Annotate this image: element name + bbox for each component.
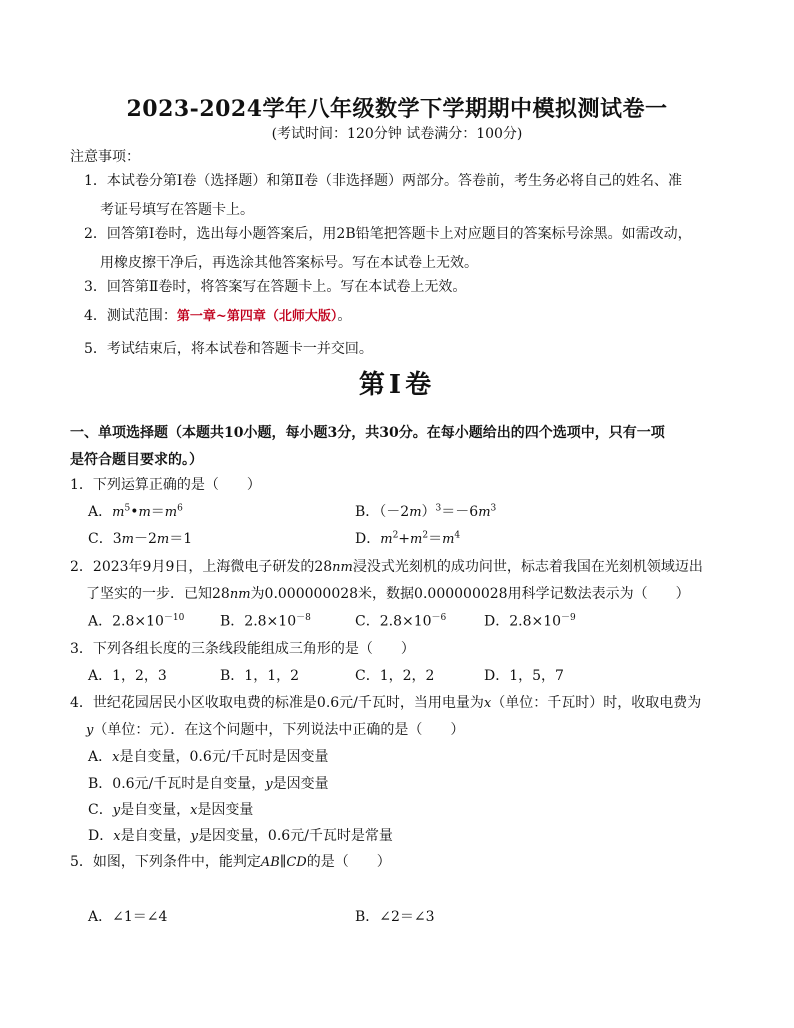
question-4-line2 — [86, 719, 464, 739]
var: x — [113, 829, 121, 844]
note-1-line2: 考证号填写在答题卡上。 — [100, 202, 254, 218]
question-3-option-c: C．1，2，2 — [355, 668, 435, 684]
question-3-stem: 3．下列各组长度的三条线段能组成三角形的是（ ） — [70, 641, 415, 657]
exponent: －6 — [431, 613, 447, 623]
exponent: －10 — [163, 613, 185, 623]
unit: nm — [229, 587, 251, 602]
question-3-option-d: D．1，5，7 — [484, 668, 564, 684]
mid: －2 — [133, 531, 157, 547]
base: B．2.8×10 — [220, 613, 297, 630]
question-2-line2 — [86, 583, 690, 603]
note-4-suffix: 。 — [337, 308, 352, 324]
question-3-option-b: B．1，1，2 — [220, 668, 300, 684]
exponent: 5 — [124, 503, 131, 514]
text: B．0.6元/千瓦时是自变量， — [88, 776, 266, 792]
question-1-option-d — [355, 528, 460, 548]
text: C． — [88, 802, 113, 818]
exam-title: 2023-2024学年八年级数学下学期期中模拟测试卷一 — [126, 96, 668, 122]
var: m — [156, 532, 170, 547]
text: （单位：千瓦时）时，收取电费为 — [491, 695, 702, 711]
text: 2．2023年9月9日，上海微电子研发的28 — [70, 559, 333, 575]
question-5-option-b: B．∠2＝∠3 — [355, 909, 435, 925]
base: D．2.8×10 — [484, 613, 562, 630]
exponent: 3 — [435, 503, 442, 514]
text: 是自变量，0.6元/千瓦时是因变量 — [119, 749, 329, 765]
question-1-stem: 1．下列运算正确的是（ ） — [70, 477, 261, 493]
text: 5．如图，下列条件中，能判定 — [70, 854, 261, 870]
exponent: 6 — [177, 503, 183, 514]
question-4-option-d — [88, 825, 393, 845]
text: 是自变量， — [120, 828, 191, 844]
notes-heading: 注意事项： — [70, 149, 140, 165]
note-5 — [84, 338, 373, 358]
var: m — [121, 532, 134, 547]
note-2-line1: 2．回答第Ⅰ卷时，选出每小题答案后，用2B铅笔把答题卡上对应题目的答案标号涂黑。如需改动， — [84, 226, 692, 242]
var: m — [442, 532, 455, 547]
parallel-symbol: ∥ — [279, 854, 287, 870]
note-3-line1: 3．回答第Ⅱ卷时，将答案写在答题卡上。写在本试卷上无效。 — [84, 279, 467, 295]
option-label: C．3 — [88, 531, 122, 547]
exponent: 3 — [490, 503, 497, 514]
question-1-option-b — [355, 501, 496, 521]
exponent: －8 — [296, 613, 311, 623]
var: m — [410, 532, 423, 547]
question-4-option-a — [88, 746, 328, 766]
var: m — [164, 505, 178, 520]
question-2-option-b — [220, 610, 311, 631]
segment-cd: CD — [286, 855, 307, 870]
question-1-option-c — [88, 528, 192, 548]
note-1-line1: 1．本试卷分第Ⅰ卷（选择题）和第Ⅱ卷（非选择题）两部分。答卷前，考生务必将自己的姓名、准 — [84, 173, 682, 189]
question-1-option-a — [88, 501, 183, 521]
rest: ＝1 — [169, 531, 193, 547]
text: 4．世纪花园居民小区收取电费的标准是0.6元/千瓦时，当用电量为 — [70, 695, 484, 711]
text: 浸没式光刻机的成功问世，标志着我国在光刻机领域迈出 — [352, 559, 703, 575]
rest: ＝－6 — [441, 504, 479, 520]
question-2-line1 — [70, 556, 703, 576]
section-1-heading-line1: 一、单项选择题（本题共10小题，每小题3分，共30分。在每小题给出的四个选项中，只有一项 — [70, 425, 665, 441]
question-3-option-a: A．1，2，3 — [88, 668, 167, 684]
option-label: B．（－2 — [355, 504, 410, 520]
equals: ＝ — [428, 531, 443, 547]
var: x — [190, 803, 198, 818]
question-4-option-b — [88, 773, 329, 793]
text: D． — [88, 828, 114, 844]
note-3 — [84, 276, 466, 296]
note-1 — [84, 170, 682, 219]
section-1-heading — [70, 420, 730, 474]
note-2 — [84, 223, 692, 272]
var: y — [265, 777, 273, 792]
text: 的是（ ） — [306, 854, 391, 870]
text: 是因变量 — [197, 802, 254, 818]
section-title: 第Ⅰ卷 — [358, 370, 436, 400]
note-2-line2: 用橡皮擦干净后，再选涂其他答案标号。写在本试卷上无效。 — [100, 255, 478, 271]
test-scope: 第一章~第四章（北师大版） — [176, 309, 338, 324]
exponent: 4 — [454, 530, 461, 541]
text: 是因变量，0.6元/千瓦时是常量 — [197, 828, 393, 844]
var: m — [138, 505, 151, 520]
note-5-line1: 5．考试结束后，将本试卷和答题卡一并交回。 — [84, 341, 373, 357]
question-2-option-a — [88, 610, 184, 631]
paren: ） — [421, 504, 436, 520]
exam-subtitle: (考试时间：120分钟 试卷满分：100分) — [271, 126, 523, 142]
question-4-option-c — [88, 799, 253, 819]
text: 了坚实的一步．已知28 — [86, 586, 230, 602]
text: 为0.000000028米，数据0.000000028用科学记数法表示为（ ） — [250, 586, 690, 602]
question-2-option-c — [355, 610, 446, 631]
text: （单位：元）．在这个问题中，下列说法中正确的是（ ） — [93, 722, 465, 738]
dot: • — [130, 504, 139, 520]
equals: ＝ — [150, 504, 165, 520]
section-1-heading-line2: 是符合题目要求的。） — [70, 452, 203, 468]
question-2-option-d — [484, 610, 576, 631]
var: y — [86, 723, 94, 738]
exponent: 2 — [422, 530, 429, 541]
var: m — [112, 505, 125, 520]
question-5-stem — [70, 851, 391, 871]
option-label: A． — [88, 504, 113, 520]
unit: nm — [332, 560, 353, 575]
var: m — [380, 532, 393, 547]
exponent: －9 — [561, 613, 576, 623]
question-5-option-a: A．∠1＝∠4 — [88, 909, 168, 925]
exponent: 2 — [392, 530, 399, 541]
var: m — [409, 505, 422, 520]
text: 是自变量， — [120, 802, 191, 818]
note-4-prefix: 4．测试范围： — [84, 308, 177, 324]
var: y — [112, 803, 121, 818]
var: x — [483, 696, 492, 711]
base: A．2.8×10 — [88, 613, 164, 630]
note-4 — [84, 305, 351, 325]
question-4-line1 — [70, 692, 701, 712]
option-label: D． — [355, 531, 381, 547]
var: y — [190, 829, 198, 844]
var: m — [478, 505, 491, 520]
var: x — [112, 750, 120, 765]
text: A． — [88, 749, 113, 765]
plus: + — [398, 531, 411, 547]
base: C．2.8×10 — [355, 613, 432, 630]
text: 是因变量 — [272, 776, 329, 792]
segment-ab: AB — [260, 855, 280, 870]
